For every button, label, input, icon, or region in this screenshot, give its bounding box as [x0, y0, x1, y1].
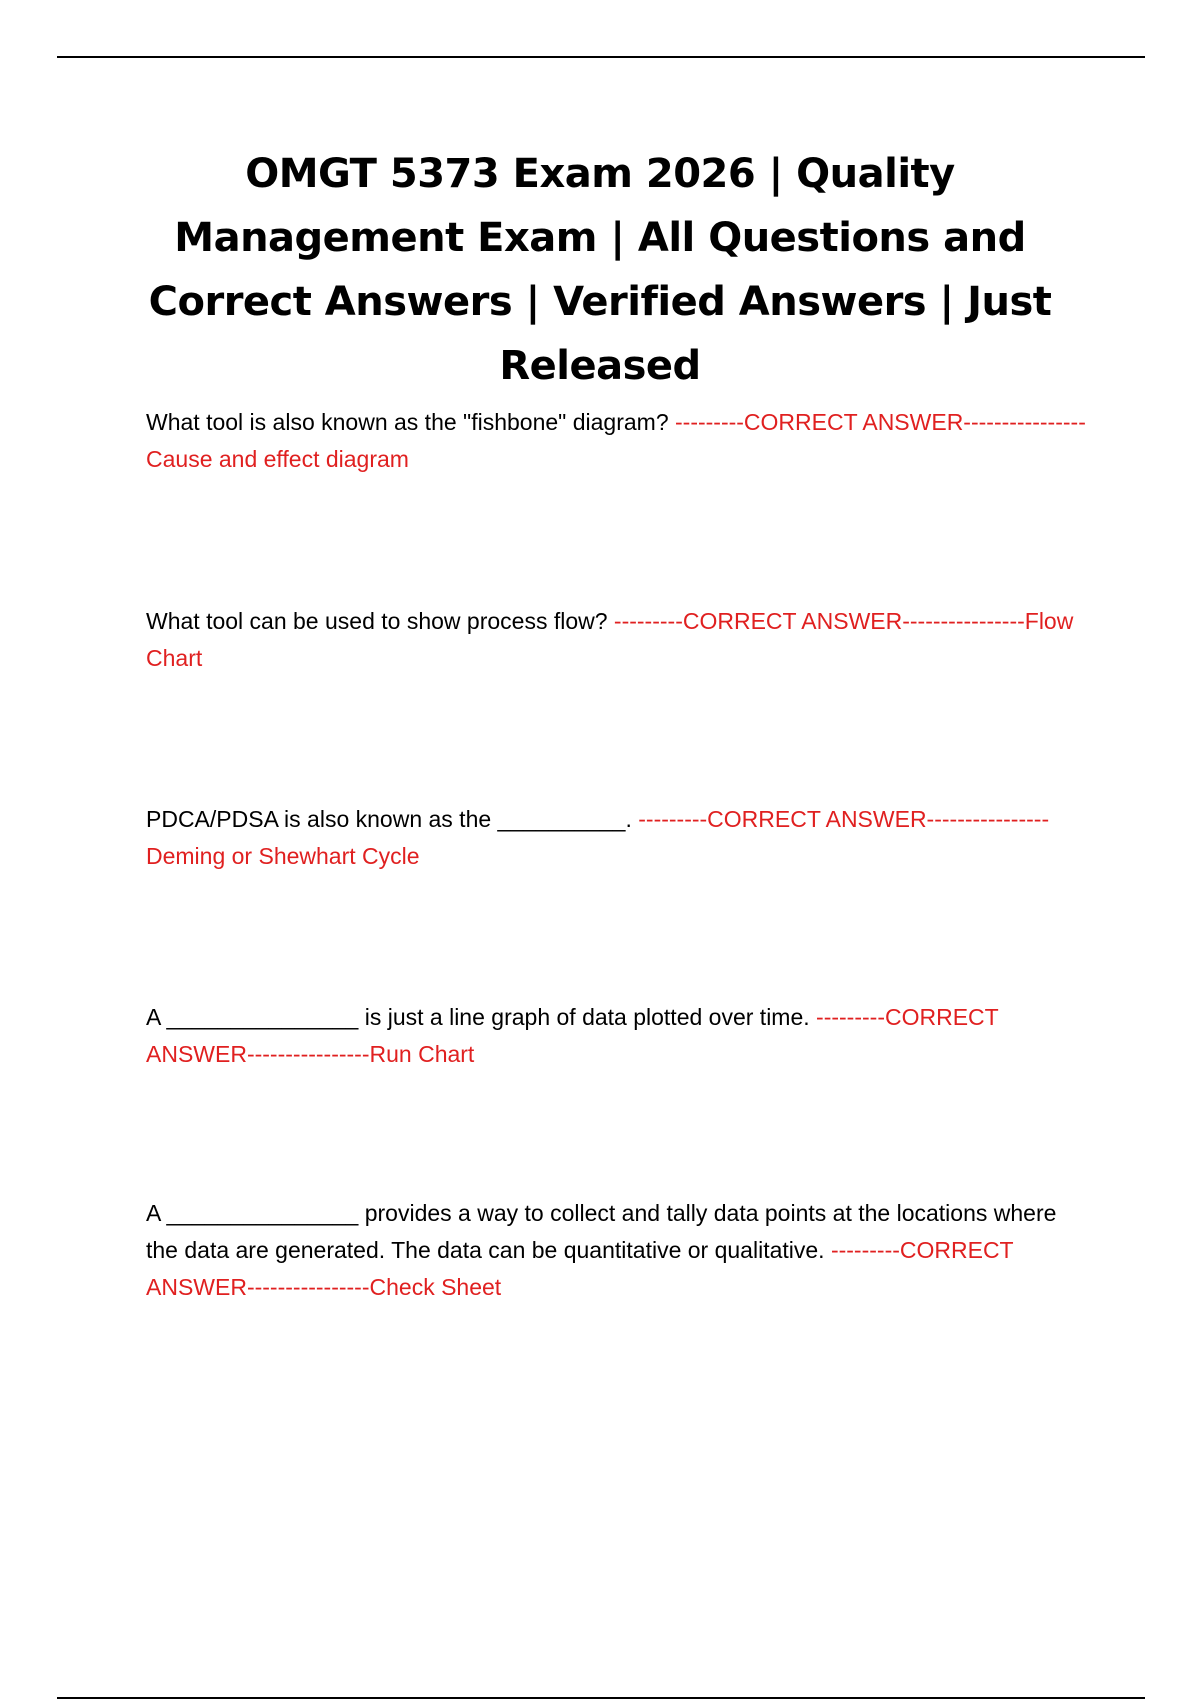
answer-text: ---------CORRECT ANSWER----------------Run Chart: [146, 1004, 999, 1067]
answer-text: ---------CORRECT ANSWER----------------Check Sheet: [146, 1237, 1014, 1300]
header-rule: [57, 56, 1145, 58]
question-text: A _______________ is just a line graph of data plotted over time.: [146, 1004, 817, 1030]
document-title: OMGT 5373 Exam 2026 | Quality Management Exam | All Questions and Correct Answers | Verified Answers | Just Released: [148, 151, 1052, 389]
footer-rule: [57, 1697, 1145, 1699]
answer-text: ---------CORRECT ANSWER----------------Cause and effect diagram: [146, 409, 1086, 472]
answer-text: ---------CORRECT ANSWER----------------Deming or Shewhart Cycle: [146, 806, 1050, 869]
answer-text: ---------CORRECT ANSWER----------------Flow Chart: [146, 608, 1074, 671]
question-text: What tool can be used to show process flow?: [146, 608, 614, 634]
qa-item: [146, 404, 1086, 478]
qa-item: [146, 999, 1086, 1073]
question-text: PDCA/PDSA is also known as the __________.: [146, 806, 639, 832]
qa-item: [146, 603, 1086, 677]
question-text: What tool is also known as the "fishbone" diagram?: [146, 409, 675, 435]
qa-item: [146, 801, 1086, 875]
qa-item: [146, 1195, 1086, 1306]
question-text: A _______________ provides a way to collect and tally data points at the locations where the data are generated. The data can be quantitative or qualitative.: [146, 1200, 1057, 1263]
